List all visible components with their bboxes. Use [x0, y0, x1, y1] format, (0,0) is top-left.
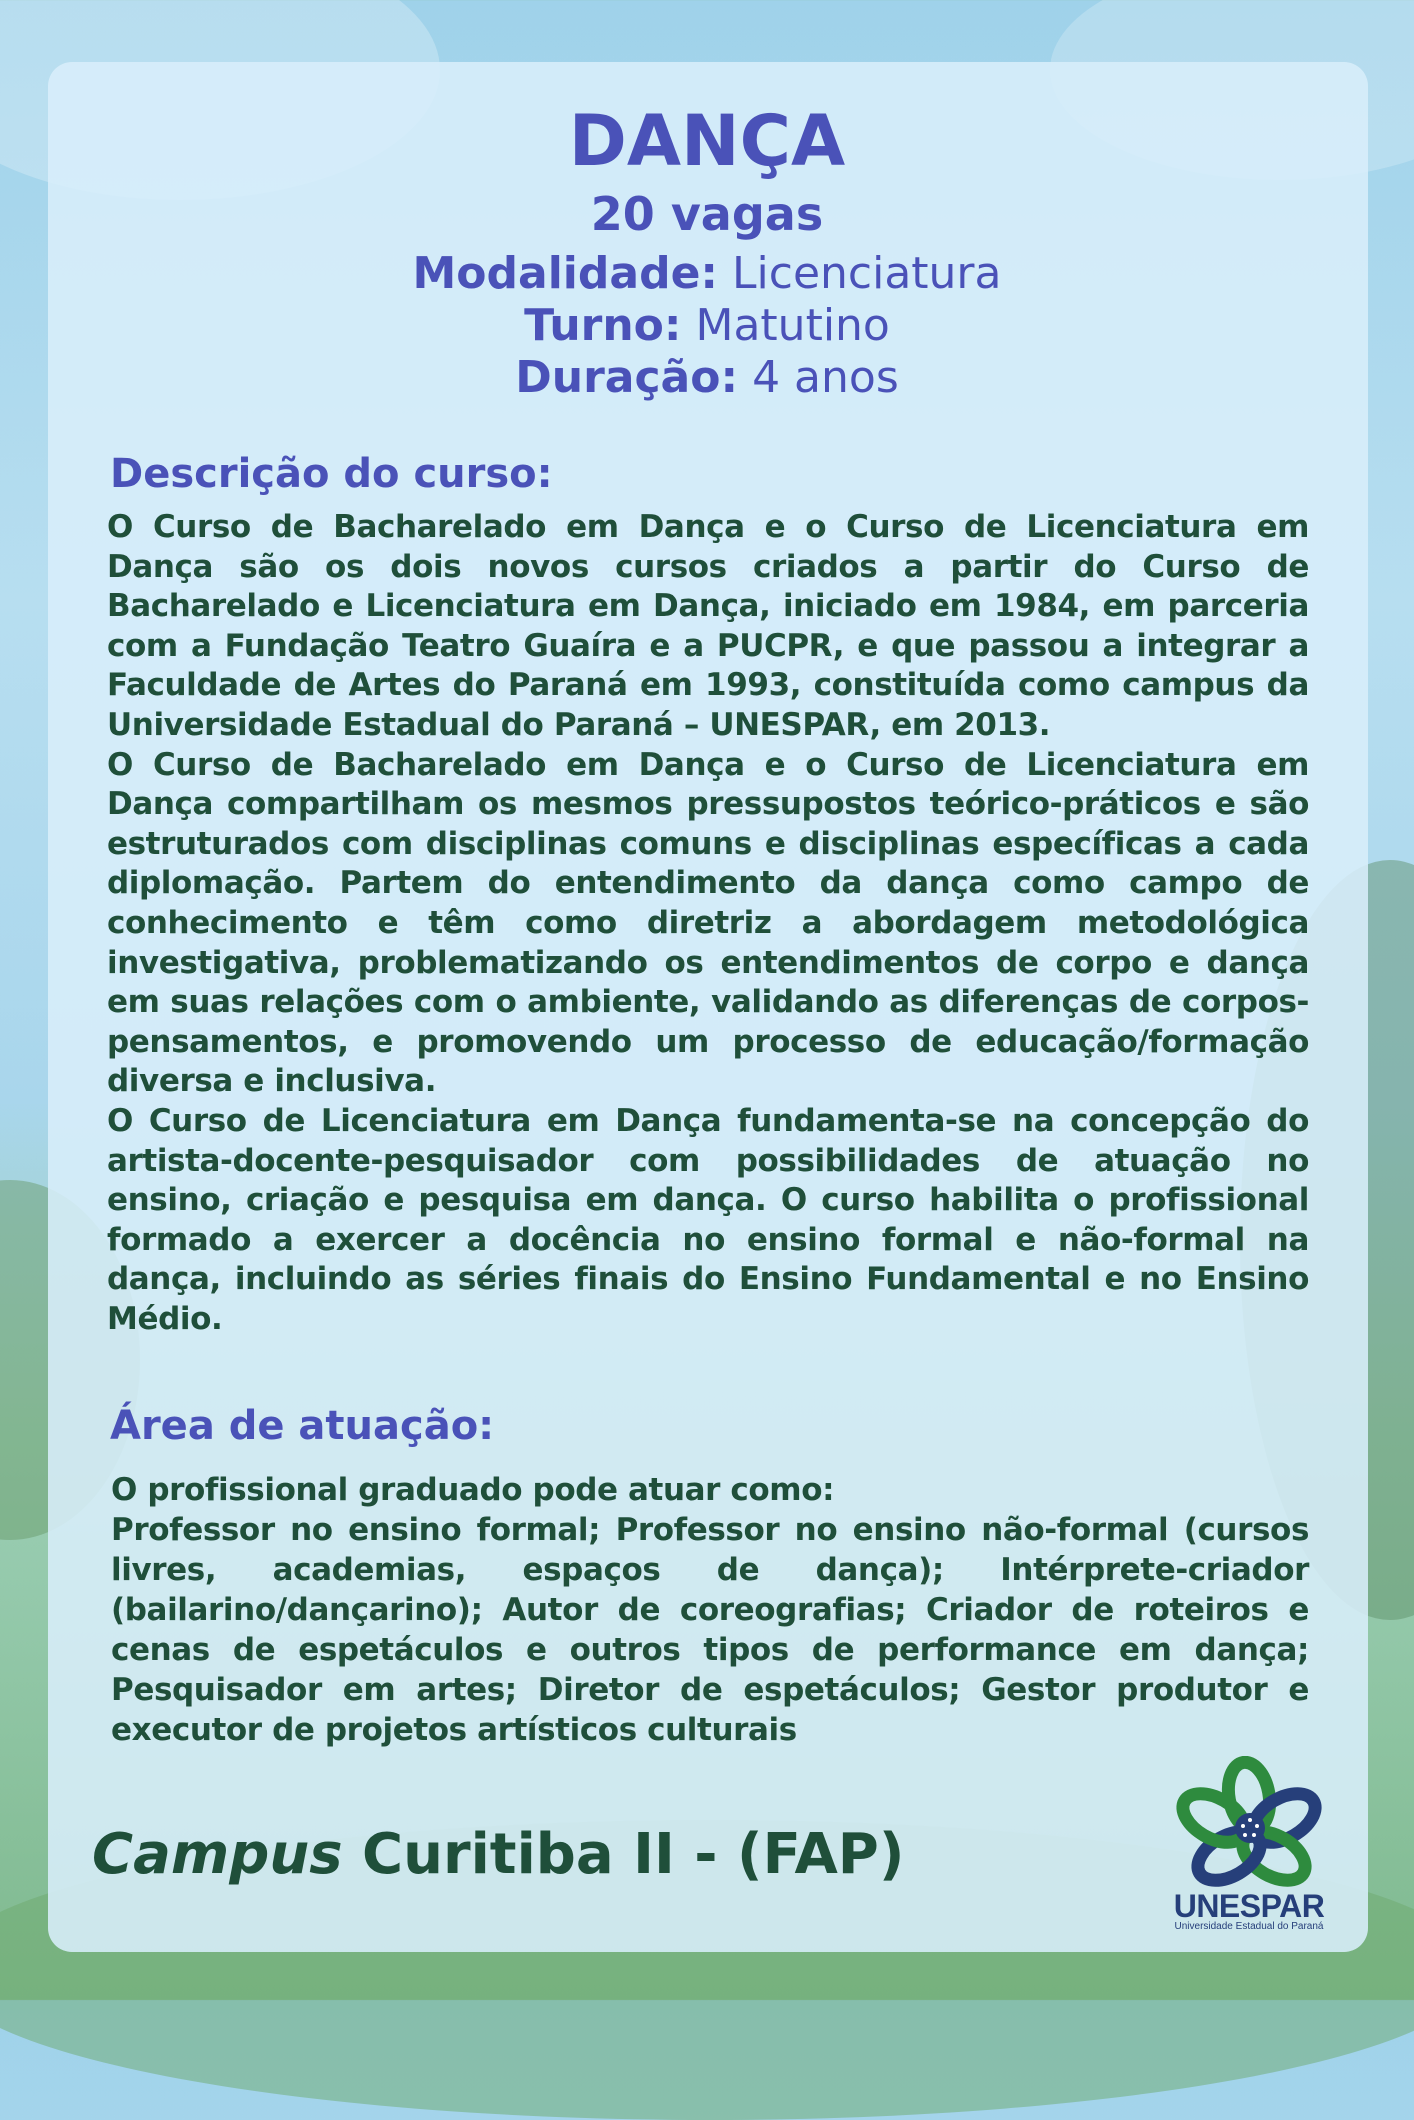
vacancies: 20 vagas [590, 187, 824, 241]
area-heading: Área de atuação: [110, 1403, 495, 1449]
shift-line [0, 300, 1414, 352]
description-body [107, 508, 1309, 1339]
area-intro: O profissional graduado pode atuar como: [111, 1472, 835, 1508]
course-title: DANÇA [568, 100, 846, 182]
course-header [0, 100, 1414, 404]
shift-label: Turno: [524, 300, 682, 351]
logo-subtitle: Universidade Estadual do Paraná [1174, 1921, 1324, 1932]
description-paragraph: O Curso de Bacharelado em Dança e o Curso de Licenciatura em Dança compartilham os mesmos pressupostos teórico-práticos e são estruturados com disciplinas comuns e disciplinas específicas a cada diplomação. Partem do entendimento da dança como campo de conhecimento e têm como diretriz a abordagem metodológica investigativa, problematizando os entendimentos de corpo e dança em suas relações com o ambiente, validando as diferenças de corpos-pensamentos, e promovendo um processo de educação/formação diversa e inclusiva. [107, 746, 1309, 1100]
campus-name: Curitiba II - (FAP) [342, 1822, 905, 1887]
duration-label: Duração: [515, 352, 739, 403]
area-list: Professor no ensino formal; Professor no ensino não-formal (cursos livres, academias, espaços de dança); Intérprete-criador (bailarino/dançarino); Autor de coreografias; Criador de roteiros e cenas de espetáculos e outros tipos de performance em dança; Pesquisador em artes; Diretor de espetáculos; Gestor produtor e executor de projetos artísticos culturais [111, 1512, 1309, 1748]
modality-value: Licenciatura [732, 248, 1002, 299]
campus-italic: Campus [92, 1822, 343, 1887]
unespar-logo [1166, 1756, 1332, 1936]
campus-label [92, 1820, 904, 1890]
duration-line [0, 352, 1414, 404]
area-body [111, 1470, 1309, 1750]
description-paragraph: O Curso de Bacharelado em Dança e o Curso de Licenciatura em Dança são os dois novos cursos criados a partir do Curso de Bacharelado e Licenciatura em Dança, iniciado em 1984, em parceria com a Fundação Teatro Guaíra e a PUCPR, e que passou a integrar a Faculdade de Artes do Paraná em 1993, constituída como campus da Universidade Estadual do Paraná – UNESPAR, em 2013. [107, 509, 1309, 743]
modality-line [0, 248, 1414, 300]
duration-value: 4 anos [752, 352, 899, 403]
modality-label: Modalidade: [412, 248, 719, 299]
description-paragraph: O Curso de Licenciatura em Dança fundamenta-se na concepção do artista-docente-pesquisador com possibilidades de atuação no ensino, criação e pesquisa em dança. O curso habilita o profissional formado a exercer a docência no ensino formal e não-formal na dança, incluindo as séries finais do Ensino Fundamental e no Ensino Médio. [107, 1102, 1309, 1337]
shift-value: Matutino [695, 300, 890, 351]
description-heading: Descrição do curso: [110, 451, 553, 497]
unespar-logo-icon [1174, 1756, 1324, 1891]
logo-name: UNESPAR [1173, 1888, 1325, 1924]
